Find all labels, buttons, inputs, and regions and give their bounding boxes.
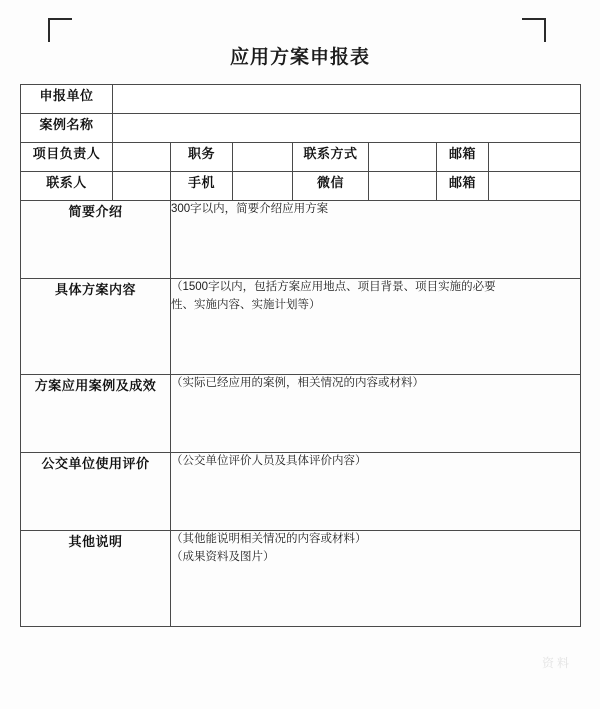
hint-other-notes-line-1: （其他能说明相关情况的内容或材料） [171, 533, 367, 545]
label-bus-unit-evaluation: 公交单位使用评价 [21, 453, 171, 531]
input-other-notes[interactable] [171, 531, 581, 627]
hint-bus-unit-evaluation-line-1: （公交单位评价人员及具体评价内容） [171, 455, 367, 467]
input-wechat[interactable] [369, 172, 437, 201]
table-row [21, 143, 581, 172]
hint-detailed-plan-line-2: 性、实施内容、实施计划等） [171, 298, 321, 311]
input-case-and-results[interactable] [171, 375, 581, 453]
table-row [21, 114, 581, 143]
label-mobile: 手机 [171, 172, 233, 201]
label-contact-person: 联系人 [21, 172, 113, 201]
label-applicant-unit: 申报单位 [21, 85, 113, 114]
table-row [21, 375, 581, 453]
label-brief-intro: 简要介绍 [21, 201, 171, 279]
application-form-table [20, 84, 581, 627]
watermark: 资料 [541, 656, 572, 670]
label-project-leader: 项目负责人 [21, 143, 113, 172]
crop-mark-top-right-icon [522, 18, 546, 42]
hint-case-and-results-line-1: （实际已经应用的案例，相关情况的内容或材料） [171, 377, 424, 389]
input-bus-unit-evaluation[interactable] [171, 453, 581, 531]
hint-detailed-plan-line-1: （1500字以内，包括方案应用地点、项目背景、项目实施的必要 [171, 281, 496, 293]
label-contact-method: 联系方式 [293, 143, 369, 172]
table-row [21, 172, 581, 201]
table-row [21, 201, 581, 279]
hint-other-notes-line-2: （成果资料及图片） [171, 550, 275, 563]
input-mobile[interactable] [233, 172, 293, 201]
input-email-leader[interactable] [489, 143, 581, 172]
label-email-contact: 邮箱 [437, 172, 489, 201]
hint-brief-intro-line-1: 300字以内，简要介绍应用方案 [171, 203, 329, 215]
table-row [21, 85, 581, 114]
input-project-leader[interactable] [113, 143, 171, 172]
input-contact-person[interactable] [113, 172, 171, 201]
crop-mark-top-left-icon [48, 18, 72, 42]
input-position[interactable] [233, 143, 293, 172]
input-detailed-plan[interactable] [171, 279, 581, 375]
input-brief-intro[interactable] [171, 201, 581, 279]
table-row [21, 453, 581, 531]
label-other-notes: 其他说明 [21, 531, 171, 627]
label-email-leader: 邮箱 [437, 143, 489, 172]
input-contact-method[interactable] [369, 143, 437, 172]
input-applicant-unit[interactable] [113, 85, 581, 114]
table-row [21, 531, 581, 627]
input-email-contact[interactable] [489, 172, 581, 201]
label-case-name: 案例名称 [21, 114, 113, 143]
label-wechat: 微信 [293, 172, 369, 201]
page-title: 应用方案申报表 [229, 47, 370, 68]
input-case-name[interactable] [113, 114, 581, 143]
label-position: 职务 [171, 143, 233, 172]
label-case-and-results: 方案应用案例及成效 [21, 375, 171, 453]
table-row [21, 279, 581, 375]
label-detailed-plan: 具体方案内容 [21, 279, 171, 375]
